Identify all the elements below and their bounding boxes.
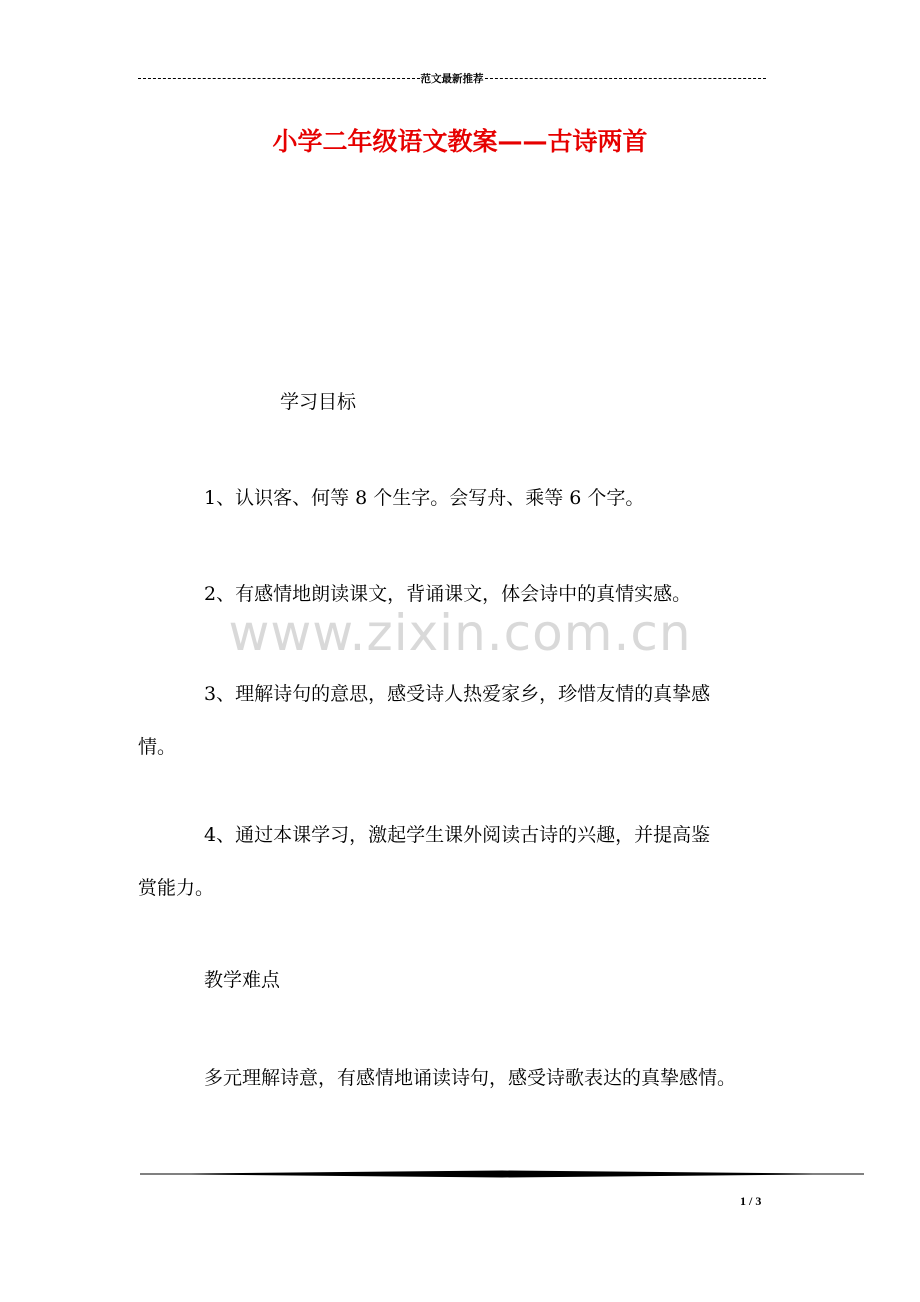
objective-1-line-1: 1、认识客、何等 8 个生字。会写舟、乘等 6 个字。: [204, 487, 645, 509]
watermark: www.zixin.com.cn: [228, 604, 692, 662]
document-title: 小学二年级语文教案——古诗两首: [272, 127, 648, 156]
page-number: 1 / 3: [740, 1194, 762, 1208]
objective-3-line-2: 情。: [138, 736, 177, 758]
page-header: [138, 68, 766, 88]
objective-item-1: [204, 484, 848, 512]
objective-2-line-1: 2、有感情地朗读课文，背诵课文，体会诗中的真情实感。: [204, 583, 692, 605]
objectives-heading: 学习目标: [280, 391, 357, 413]
header-label: 范文最新推荐: [420, 72, 484, 85]
difficulty-text: 多元理解诗意，有感情地诵读诗句，感受诗歌表达的真挚感情。: [204, 1067, 737, 1089]
difficulty-paragraph: [204, 1064, 848, 1092]
objective-item-4: [138, 821, 782, 902]
footer-rule: [140, 1168, 864, 1180]
objective-3-line-1: 3、理解诗句的意思，感受诗人热爱家乡，珍惜友情的真挚感: [204, 683, 711, 705]
objective-4-line-1: 4、通过本课学习，激起学生课外阅读古诗的兴趣，并提高鉴: [204, 824, 711, 846]
header-dashed-rule-right: [485, 78, 767, 79]
objective-item-3: [138, 680, 782, 761]
header-dashed-rule-left: [138, 78, 420, 79]
difficulty-heading: 教学难点: [204, 969, 281, 991]
objective-4-line-2: 赏能力。: [138, 877, 215, 899]
